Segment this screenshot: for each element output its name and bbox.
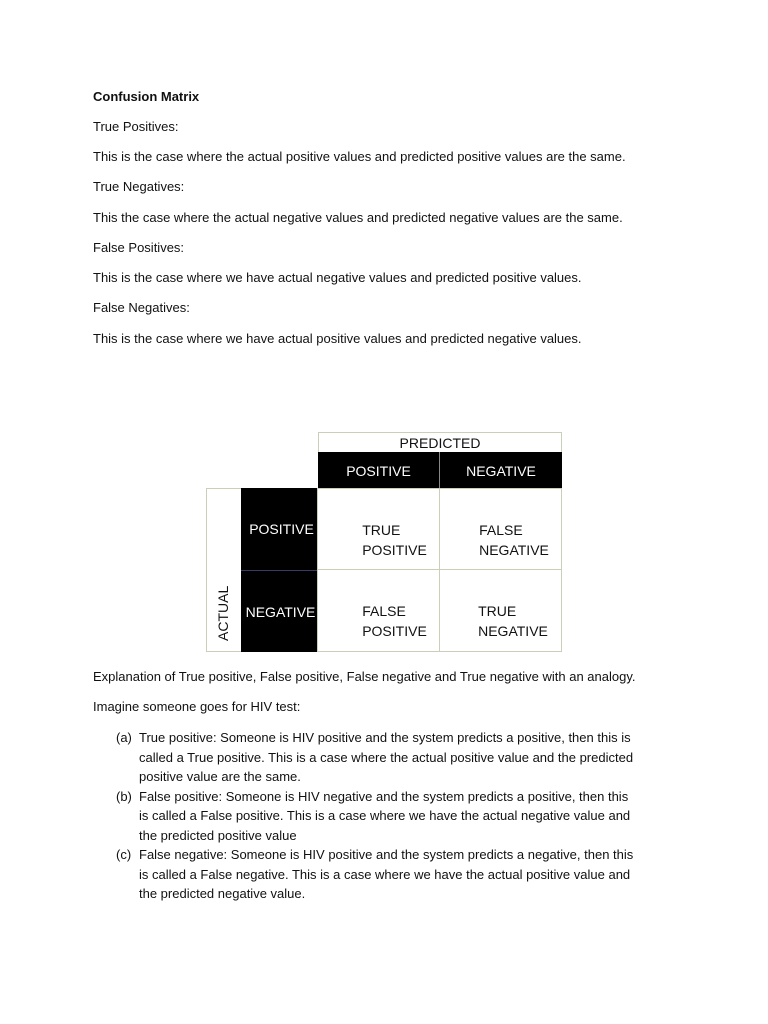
list-line: False positive: Someone is HIV negative and the system predicts a positive, then this	[139, 788, 629, 804]
definition-text-fp: This is the case where we have actual negative values and predicted positive values.	[93, 270, 582, 285]
definition-text-tp: This is the case where the actual positive values and predicted positive values are the same.	[93, 149, 626, 164]
predicted-positive-header: POSITIVE	[318, 452, 440, 489]
actual-header-frame	[206, 488, 242, 652]
cell-tp-line1: TRUE	[362, 522, 401, 538]
actual-positive-header: POSITIVE	[241, 488, 318, 570]
cell-fn-line1: FALSE	[479, 522, 523, 538]
definition-term-fn: False Negatives:	[93, 300, 190, 315]
list-line: True positive: Someone is HIV positive and the system predicts a positive, then this is	[139, 730, 631, 745]
explanation-text: Explanation of True positive, False positive, False negative and True negative with an analogy.	[93, 669, 636, 684]
list-line: the predicted positive value	[139, 827, 297, 843]
intro-text: Imagine someone goes for HIV test:	[93, 699, 301, 714]
list-line: positive value are the same.	[139, 769, 301, 784]
definition-text-tn: This the case where the actual negative values and predicted negative values are the same.	[93, 210, 623, 225]
predicted-negative-header: NEGATIVE	[440, 452, 562, 489]
list-line: the predicted negative value.	[139, 886, 306, 901]
definition-term-tn: True Negatives:	[93, 179, 185, 194]
cell-true-negative	[439, 569, 562, 652]
definition-term-fp: False Positives:	[93, 240, 185, 255]
cell-tn-line1: TRUE	[478, 602, 517, 619]
cell-false-negative	[439, 488, 562, 570]
list-marker: (a)	[116, 730, 132, 745]
list-marker: (c)	[116, 847, 132, 862]
document-heading: Confusion Matrix	[93, 89, 200, 104]
cell-fp-line2: POSITIVE	[362, 622, 427, 639]
list-line: False negative: Someone is HIV positive and the system predicts a negative, then this	[139, 847, 634, 862]
definition-term-tp: True Positives:	[93, 119, 179, 134]
confusion-matrix-figure	[206, 432, 562, 652]
list-line: is called a False positive. This is a case where we have the actual negative value and	[139, 808, 631, 823]
cell-false-positive	[317, 569, 440, 652]
definition-text-fn: This is the case where we have actual positive values and predicted negative values.	[93, 331, 582, 346]
predicted-header: PREDICTED	[318, 432, 562, 453]
actual-header: ACTUAL	[215, 585, 231, 641]
list-item	[116, 845, 696, 904]
list-line: called a True positive. This is a case where the actual positive value and the predicted	[139, 749, 634, 765]
cell-fn-line2: NEGATIVE	[479, 542, 549, 558]
list-item	[116, 728, 696, 787]
list-marker: (b)	[116, 788, 132, 804]
list-item	[116, 787, 696, 846]
cell-tp-line2: POSITIVE	[362, 542, 427, 558]
cell-tn-line2: NEGATIVE	[478, 622, 548, 639]
example-list	[116, 728, 696, 904]
actual-negative-header: NEGATIVE	[241, 570, 318, 652]
list-line: is called a False negative. This is a case where we have the actual positive value and	[139, 866, 631, 882]
cell-true-positive	[317, 488, 440, 570]
cell-fp-line1: FALSE	[362, 602, 406, 619]
